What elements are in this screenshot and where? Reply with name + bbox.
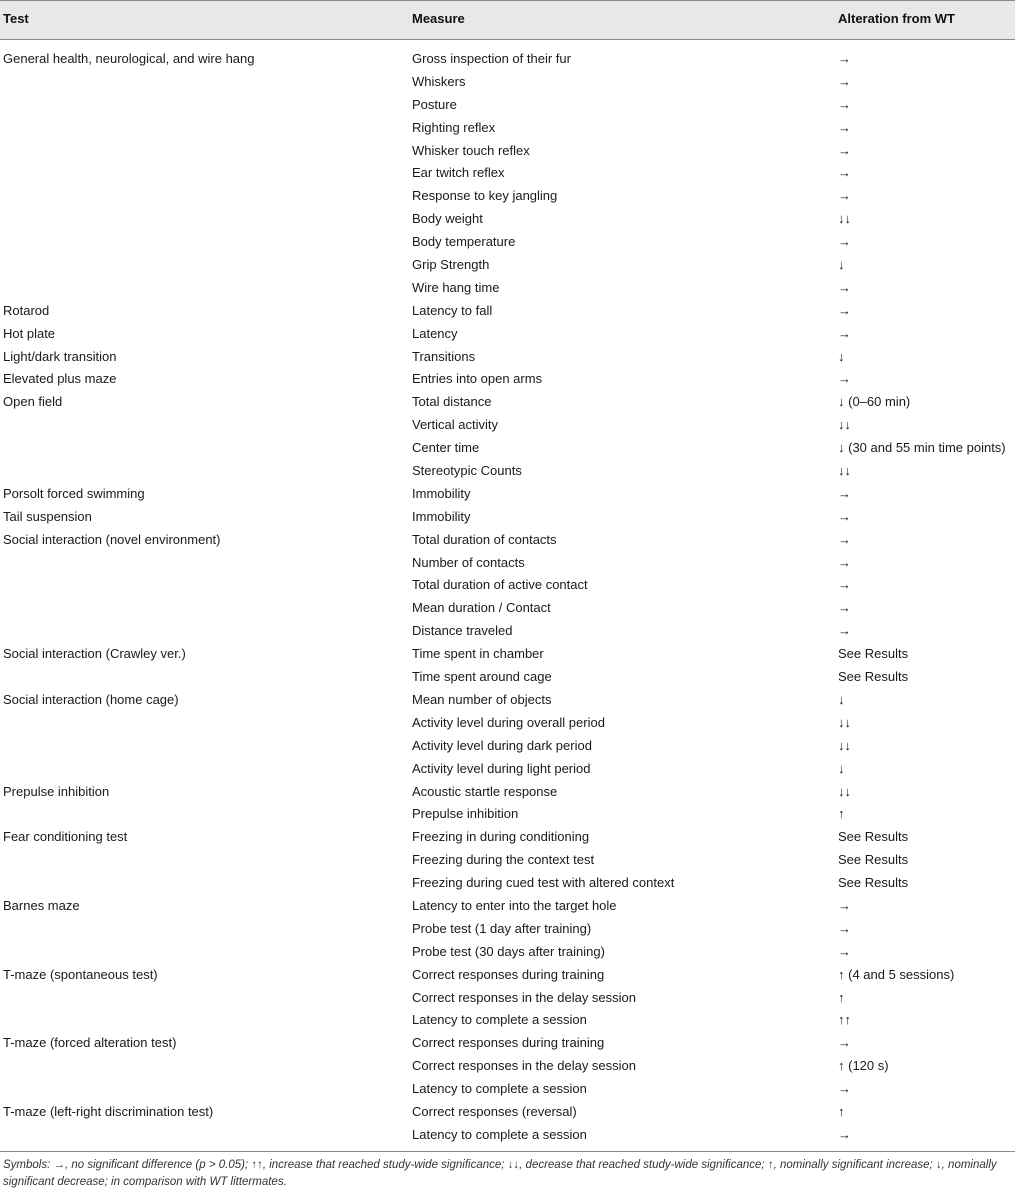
cell-alteration: →	[838, 142, 851, 158]
table-row	[0, 803, 1015, 826]
header-test: Test	[3, 11, 29, 26]
cell-measure: Probe test (30 days after training)	[412, 943, 605, 959]
cell-measure: Stereotypic Counts	[412, 463, 522, 479]
cell-measure: Center time	[412, 440, 480, 456]
cell-test: Open field	[3, 394, 63, 410]
cell-alteration: ↓	[838, 257, 845, 273]
table-row	[0, 1124, 1015, 1147]
cell-measure: Correct responses in the delay session	[412, 1058, 637, 1074]
table-row	[0, 872, 1015, 895]
table-row	[0, 689, 1015, 712]
table-row	[0, 826, 1015, 849]
cell-measure: Prepulse inhibition	[412, 806, 519, 822]
cell-measure: Response to key jangling	[412, 188, 558, 204]
cell-alteration: →	[838, 577, 851, 593]
table-row	[0, 964, 1015, 987]
cell-measure: Freezing in during conditioning	[412, 829, 590, 845]
cell-measure: Wire hang time	[412, 279, 500, 295]
table-row	[0, 918, 1015, 941]
cell-alteration: →	[838, 302, 851, 318]
cell-alteration: →	[838, 623, 851, 639]
cell-measure: Posture	[412, 96, 457, 112]
table-row	[0, 437, 1015, 460]
cell-alteration: See Results	[838, 646, 909, 662]
table-row	[0, 1032, 1015, 1055]
cell-measure: Time spent in chamber	[412, 646, 544, 662]
cell-measure: Latency to complete a session	[412, 1081, 587, 1097]
cell-test: Social interaction (novel environment)	[3, 531, 221, 547]
cell-measure: Acoustic startle response	[412, 783, 558, 799]
cell-alteration: →	[838, 1081, 851, 1097]
cell-alteration: ↓	[838, 348, 845, 364]
table-row	[0, 643, 1015, 666]
table-row	[0, 597, 1015, 620]
table-row	[0, 552, 1015, 575]
cell-alteration: →	[838, 485, 851, 501]
cell-measure: Vertical activity	[412, 417, 498, 433]
cell-alteration: ↓↓	[838, 737, 851, 753]
cell-alteration: ↑↑	[838, 1012, 851, 1028]
cell-measure: Total duration of active contact	[412, 577, 588, 593]
cell-alteration: →	[838, 371, 851, 387]
cell-measure: Activity level during dark period	[412, 737, 592, 753]
table-bottom-rule	[0, 1151, 1015, 1152]
cell-measure: Whiskers	[412, 73, 466, 89]
table-row	[0, 1055, 1015, 1078]
cell-alteration: →	[838, 554, 851, 570]
table-row	[0, 987, 1015, 1010]
cell-measure: Freezing during cued test with altered context	[412, 875, 675, 891]
cell-alteration: ↓	[838, 691, 845, 707]
cell-test: Fear conditioning test	[3, 829, 128, 845]
cell-measure: Latency to complete a session	[412, 1126, 587, 1142]
cell-measure: Distance traveled	[412, 623, 513, 639]
table-row	[0, 94, 1015, 117]
cell-measure: Entries into open arms	[412, 371, 543, 387]
cell-alteration: See Results	[838, 829, 909, 845]
cell-measure: Activity level during overall period	[412, 714, 605, 730]
cell-test: Tail suspension	[3, 508, 92, 524]
cell-alteration: ↓ (30 and 55 min time points)	[838, 440, 1006, 456]
cell-measure: Freezing during the context test	[412, 852, 595, 868]
cell-measure: Number of contacts	[412, 554, 525, 570]
table-row	[0, 506, 1015, 529]
cell-alteration: ↓↓	[838, 417, 851, 433]
cell-alteration: ↑ (4 and 5 sessions)	[838, 966, 955, 982]
table-body	[0, 40, 1015, 1147]
table-row	[0, 231, 1015, 254]
cell-test: Social interaction (Crawley ver.)	[3, 646, 186, 662]
header-alteration: Alteration from WT	[838, 11, 955, 26]
cell-measure: Mean number of objects	[412, 691, 552, 707]
table-row	[0, 185, 1015, 208]
cell-alteration: →	[838, 531, 851, 547]
table-header	[0, 0, 1015, 40]
cell-measure: Activity level during light period	[412, 760, 591, 776]
cell-measure: Latency to fall	[412, 302, 493, 318]
table-row	[0, 254, 1015, 277]
table-row	[0, 781, 1015, 804]
cell-alteration: →	[838, 73, 851, 89]
cell-measure: Transitions	[412, 348, 476, 364]
table-row	[0, 666, 1015, 689]
table-row	[0, 140, 1015, 163]
cell-test: Barnes maze	[3, 897, 80, 913]
cell-measure: Total distance	[412, 394, 492, 410]
cell-measure: Righting reflex	[412, 119, 496, 135]
cell-test: T-maze (spontaneous test)	[3, 966, 158, 982]
cell-test: T-maze (left-right discrimination test)	[3, 1103, 214, 1119]
cell-measure: Total duration of contacts	[412, 531, 557, 547]
cell-measure: Correct responses in the delay session	[412, 989, 637, 1005]
cell-measure: Probe test (1 day after training)	[412, 920, 592, 936]
cell-measure: Immobility	[412, 485, 471, 501]
table-row	[0, 277, 1015, 300]
cell-measure: Grip Strength	[412, 257, 490, 273]
cell-alteration: →	[838, 51, 851, 66]
table-row	[0, 895, 1015, 918]
cell-alteration: ↑	[838, 989, 845, 1005]
table-row	[0, 368, 1015, 391]
table-row	[0, 391, 1015, 414]
cell-alteration: →	[838, 508, 851, 524]
cell-alteration: →	[838, 165, 851, 181]
cell-measure: Latency	[412, 325, 458, 341]
cell-measure: Correct responses during training	[412, 966, 605, 982]
table-row	[0, 414, 1015, 437]
table-row	[0, 483, 1015, 506]
table-row	[0, 529, 1015, 552]
table-row	[0, 208, 1015, 231]
cell-alteration: See Results	[838, 852, 909, 868]
cell-alteration: →	[838, 920, 851, 936]
cell-alteration: →	[838, 325, 851, 341]
cell-alteration: ↓↓	[838, 714, 851, 730]
table-row	[0, 346, 1015, 369]
table-row	[0, 712, 1015, 735]
table-row	[0, 758, 1015, 781]
table-footnote: Symbols: →, no significant difference (p > 0.05); ↑↑, increase that reached study-wide significance; ↓↓, decrease that reached study-wide significance; ↑, nominally significant increase; ↓, nominally significant decrease; in comparison with WT littermates.	[3, 1159, 997, 1188]
cell-alteration: →	[838, 1126, 851, 1142]
cell-test: General health, neurological, and wire hang	[3, 51, 255, 66]
cell-measure: Correct responses (reversal)	[412, 1103, 577, 1119]
cell-alteration: →	[838, 119, 851, 135]
cell-measure: Gross inspection of their fur	[412, 51, 571, 66]
cell-alteration: See Results	[838, 669, 909, 685]
table-row	[0, 323, 1015, 346]
table-row	[0, 574, 1015, 597]
cell-test: Porsolt forced swimming	[3, 485, 145, 501]
header-measure: Measure	[412, 11, 465, 26]
cell-alteration: ↑ (120 s)	[838, 1058, 889, 1074]
cell-measure: Body weight	[412, 211, 483, 227]
cell-alteration: ↑	[838, 806, 845, 822]
table-row	[0, 71, 1015, 94]
cell-test: Light/dark transition	[3, 348, 117, 364]
cell-alteration: →	[838, 600, 851, 616]
table-row	[0, 620, 1015, 643]
table-row	[0, 849, 1015, 872]
cell-alteration: ↓ (0–60 min)	[838, 394, 911, 410]
cell-alteration: See Results	[838, 875, 909, 891]
cell-alteration: →	[838, 943, 851, 959]
cell-alteration: →	[838, 234, 851, 250]
table-row	[0, 1101, 1015, 1124]
cell-measure: Correct responses during training	[412, 1035, 605, 1051]
cell-alteration: ↓↓	[838, 463, 851, 479]
cell-test: Prepulse inhibition	[3, 783, 110, 799]
cell-measure: Mean duration / Contact	[412, 600, 551, 616]
table-row	[0, 941, 1015, 964]
cell-test: Elevated plus maze	[3, 371, 117, 387]
cell-measure: Latency to complete a session	[412, 1012, 587, 1028]
cell-alteration: →	[838, 279, 851, 295]
table-row	[0, 162, 1015, 185]
cell-alteration: ↑	[838, 1103, 845, 1119]
cell-test: Social interaction (home cage)	[3, 691, 179, 707]
table-row	[0, 300, 1015, 323]
cell-measure: Latency to enter into the target hole	[412, 897, 617, 913]
cell-measure: Ear twitch reflex	[412, 165, 505, 181]
table-row	[0, 1009, 1015, 1032]
cell-alteration: →	[838, 96, 851, 112]
cell-alteration: →	[838, 897, 851, 913]
cell-alteration: ↓↓	[838, 783, 851, 799]
cell-test: Hot plate	[3, 325, 56, 341]
cell-test: T-maze (forced alteration test)	[3, 1035, 177, 1051]
cell-alteration: →	[838, 1035, 851, 1051]
table-row	[0, 117, 1015, 140]
table-row	[0, 735, 1015, 758]
cell-measure: Time spent around cage	[412, 669, 552, 685]
cell-measure: Immobility	[412, 508, 471, 524]
cell-alteration: ↓	[838, 760, 845, 776]
table-row	[0, 48, 1015, 71]
cell-measure: Whisker touch reflex	[412, 142, 530, 158]
cell-test: Rotarod	[3, 302, 50, 318]
cell-alteration: ↓↓	[838, 211, 851, 227]
table-row	[0, 460, 1015, 483]
table-row	[0, 1078, 1015, 1101]
cell-alteration: →	[838, 188, 851, 204]
cell-measure: Body temperature	[412, 234, 516, 250]
